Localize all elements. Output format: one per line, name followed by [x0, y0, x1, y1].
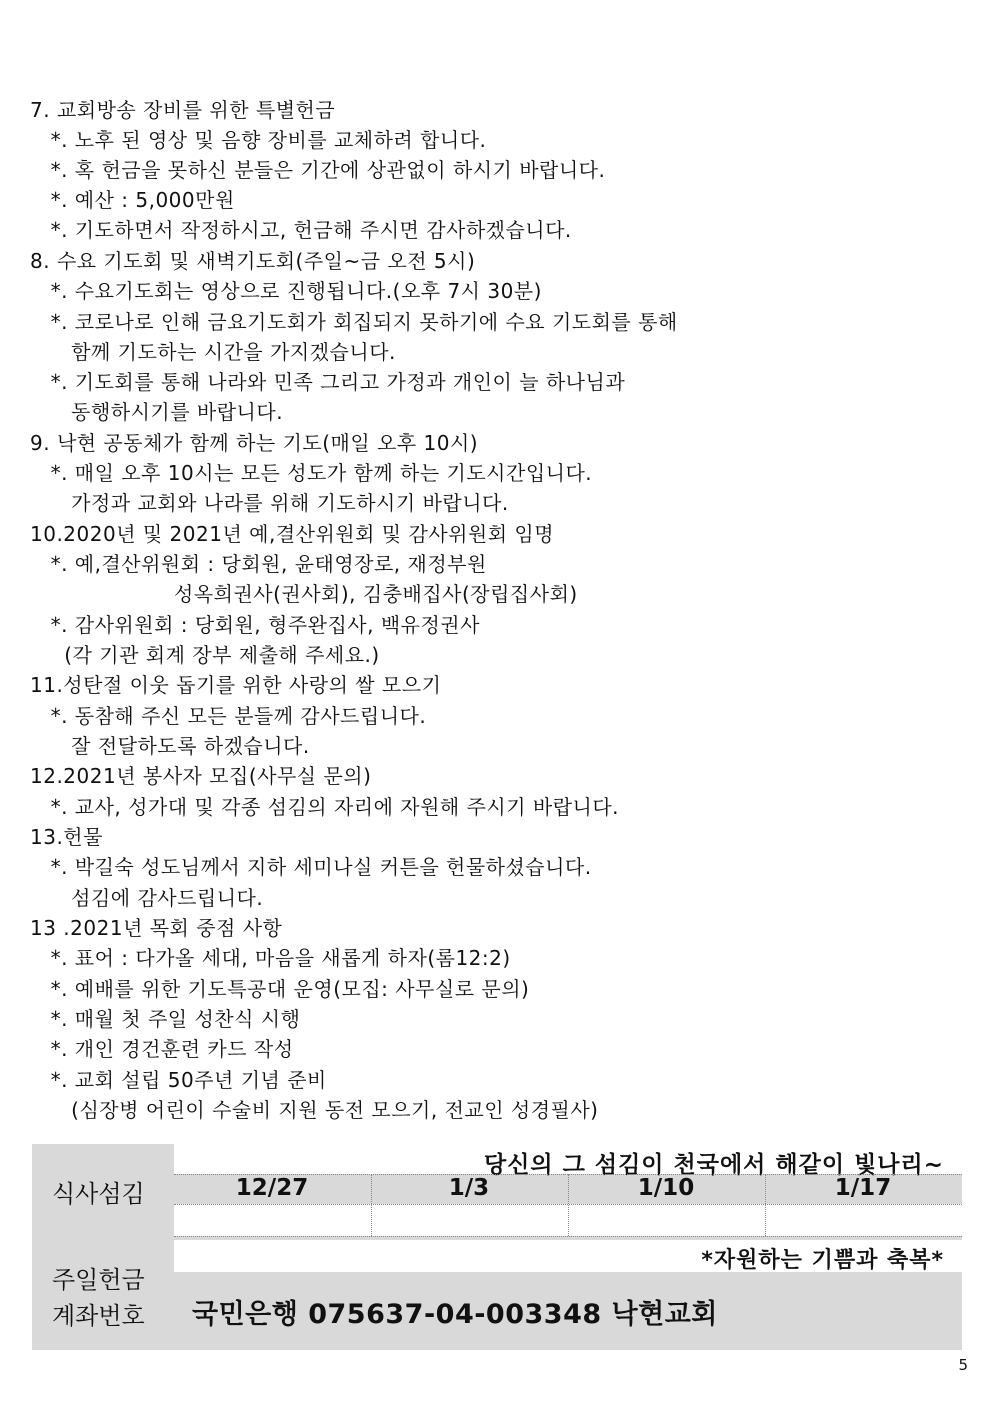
meal-date-4: 1/17 — [834, 1175, 892, 1201]
column-divider — [568, 1174, 569, 1236]
row-divider — [174, 1174, 962, 1175]
bank-account-info: 국민은행 075637-04-003348 낙현교회 — [192, 1299, 718, 1330]
announcement-line: *. 매일 오후 10시는 모든 성도가 함께 하는 기도시간입니다. — [30, 461, 593, 485]
announcement-line: *. 기도하면서 작정하시고, 헌금해 주시면 감사하겠습니다. — [30, 218, 572, 242]
meal-date-1: 12/27 — [235, 1175, 309, 1201]
announcement-line: 12.2021년 봉사자 모집(사무실 문의) — [30, 764, 372, 788]
announcement-line: 9. 낙현 공동체가 함께 하는 기도(매일 오후 10시) — [30, 431, 479, 455]
announcement-line: 섬김에 감사드립니다. — [30, 886, 264, 910]
announcement-line: (심장병 어린이 수술비 지원 동전 모으기, 전교인 성경필사) — [30, 1098, 599, 1122]
announcement-line: *. 표어 : 다가올 세대, 마음을 새롭게 하자(롬12:2) — [30, 946, 511, 970]
announcement-line: (각 기관 회계 장부 제출해 주세요.) — [30, 643, 380, 667]
announcement-line: *. 교사, 성가대 및 각종 섬김의 자리에 자원해 주시기 바랍니다. — [30, 795, 620, 819]
announcement-line: *. 기도회를 통해 나라와 민족 그리고 가정과 개인이 늘 하나님과 — [30, 370, 626, 394]
announcement-line: *. 예산 : 5,000만원 — [30, 188, 235, 212]
announcement-line: *. 개인 경건훈련 카드 작성 — [30, 1037, 294, 1061]
announcement-line: 11.성탄절 이웃 돕기를 위한 사랑의 쌀 모으기 — [30, 673, 442, 697]
announcement-line: 가정과 교회와 나라를 위해 기도하시기 바랍니다. — [30, 491, 509, 515]
announcement-line: *. 감사위원회 : 당회원, 형주완집사, 백유정권사 — [30, 613, 480, 637]
announcement-line: 7. 교회방송 장비를 위한 특별헌금 — [30, 98, 336, 122]
announcement-line: 잘 전달하도록 하겠습니다. — [30, 734, 310, 758]
announcement-line: 13 .2021년 목회 중점 사항 — [30, 916, 283, 940]
announcement-line: 성옥희권사(권사회), 김충배집사(장립집사회) — [30, 582, 578, 606]
meal-date-2: 1/3 — [448, 1175, 490, 1201]
motto-text: 당신의 그 섬김이 천국에서 해같이 빛나리~ — [483, 1152, 944, 1178]
announcement-line: *. 코로나로 인해 금요기도회가 회집되지 못하기에 수요 기도회를 통해 — [30, 310, 678, 334]
volunteer-note: *자원하는 기쁨과 축복* — [701, 1248, 944, 1273]
meal-date-3: 1/10 — [637, 1175, 695, 1201]
announcement-line: *. 노후 된 영상 및 음향 장비를 교체하려 합니다. — [30, 128, 487, 152]
announcement-line: 13.헌물 — [30, 825, 103, 849]
row-divider — [174, 1204, 962, 1205]
announcement-line: 함께 기도하는 시간을 가지겠습니다. — [30, 340, 396, 364]
announcement-line: *. 교회 설립 50주년 기념 준비 — [30, 1068, 327, 1092]
announcement-line: *. 혹 헌금을 못하신 분들은 기간에 상관없이 하시기 바랍니다. — [30, 158, 606, 182]
announcement-line: 8. 수요 기도회 및 새벽기도회(주일~금 오전 5시) — [30, 249, 476, 273]
announcement-line: *. 박길숙 성도님께서 지하 세미나실 커튼을 헌물하셨습니다. — [30, 855, 592, 879]
page-number: 5 — [958, 1356, 968, 1374]
column-divider — [765, 1174, 766, 1236]
announcement-line: *. 매월 첫 주일 성찬식 시행 — [30, 1007, 301, 1031]
announcement-line: *. 예,결산위원회 : 당회원, 윤태영장로, 재정부원 — [30, 552, 487, 576]
offering-label: 주일헌금 — [52, 1266, 145, 1294]
meal-service-label: 식사섬김 — [52, 1180, 145, 1208]
announcement-line: *. 예배를 위한 기도특공대 운영(모집: 사무실로 문의) — [30, 977, 530, 1001]
account-label: 계좌번호 — [52, 1302, 145, 1330]
announcement-line: *. 동참해 주신 모든 분들께 감사드립니다. — [30, 704, 427, 728]
footer-info-box — [32, 1144, 962, 1350]
announcement-line: 10.2020년 및 2021년 예,결산위원회 및 감사위원회 임명 — [30, 522, 555, 546]
row-divider — [174, 1236, 962, 1237]
announcement-line: 동행하시기를 바랍니다. — [30, 400, 284, 424]
announcement-line: *. 수요기도회는 영상으로 진행됩니다.(오후 7시 30분) — [30, 279, 542, 303]
column-divider — [371, 1174, 372, 1236]
